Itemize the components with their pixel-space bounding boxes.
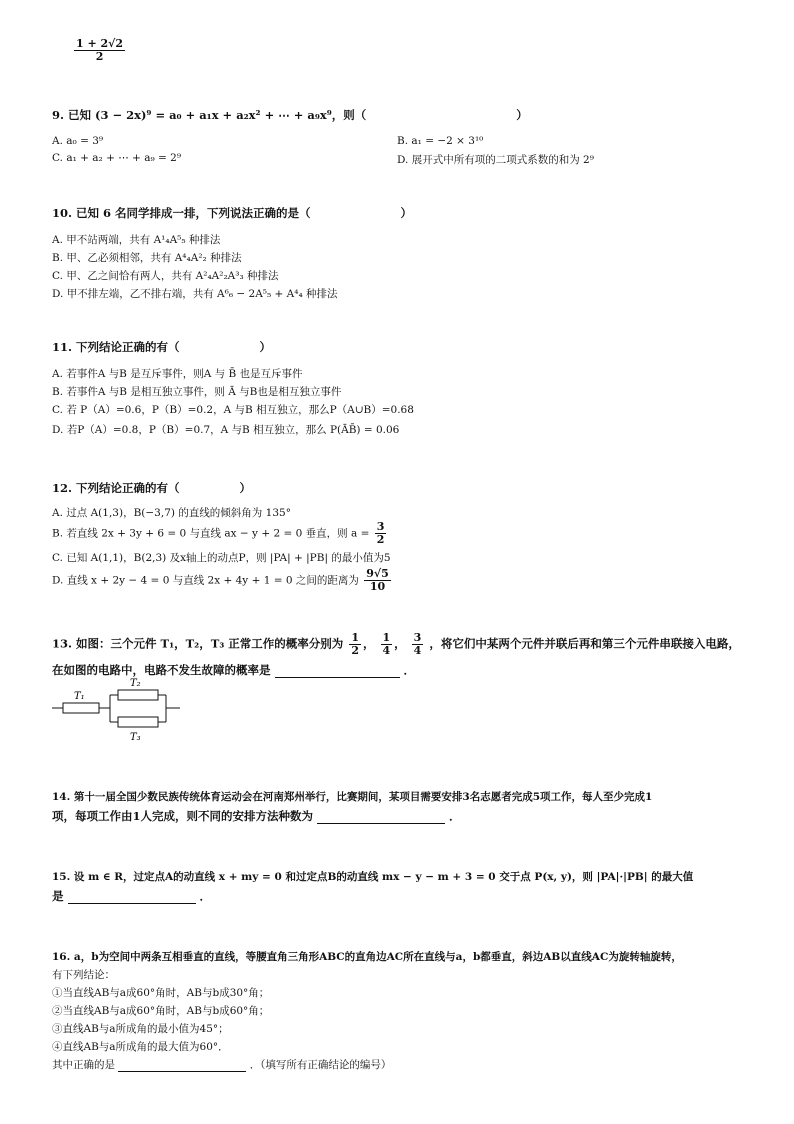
q13-line1: 13. 如图：三个元件 T₁，T₂，T₃ 正常工作的概率分别为 $\frac{1}{2}$ ， $\frac{1}{4}$ ， $\frac{3}{4}$ ，将它们中某两个元件并联后再和第三个元件串联接入电路， [52, 631, 740, 658]
q14-line2-text: 项，每项工作由1人完成，则不同的安排方法种数为 [52, 809, 313, 823]
label-t1: T₁ [74, 691, 85, 702]
circuit-element-t2 [118, 690, 158, 700]
q11-stem-text: 11. 下列结论正确的有（ [52, 340, 180, 354]
q16-conclusion-1: ①当直线AB与a成60°角时，AB与b成30°角； [52, 987, 270, 999]
q11-close: ） [259, 340, 272, 354]
q12-stem-text: 12. 下列结论正确的有（ [52, 481, 180, 495]
q9-stem [52, 107, 528, 123]
q16-conclusion-4: ④直线AB与a所成角的最大值为60°． [52, 1041, 229, 1053]
q13-stem-post: ，将它们中某两个元件并联后再和第三个元件串联接入电路， [429, 636, 740, 651]
q13-p2-num: 1 [382, 631, 391, 644]
q12-option-a: A. 过点 A(1,3)，B(−3,7) 的直线的倾斜角为 135° [52, 507, 291, 519]
q11-stem [52, 339, 271, 355]
q13-answer-blank[interactable] [275, 665, 400, 678]
q16-tail-pre: 其中正确的是 [52, 1059, 115, 1071]
q12-option-d-text: D. 直线 x + 2y − 4 = 0 与直线 2x + 4y + 1 = 0 之间的距离为 [52, 574, 359, 587]
q11-option-c: C. 若 P（A）=0.6，P（B）=0.2，A 与B 相互独立，那么P（A∪B）=0.68 [52, 404, 414, 416]
circuit-element-t1 [63, 703, 99, 713]
label-t3: T₃ [130, 732, 141, 743]
circuit-diagram [52, 676, 192, 744]
q9-option-c: C. a₁ + a₂ + ⋯ + a₉ = 2⁹ [52, 152, 182, 164]
q12-d-den: 10 [369, 580, 386, 594]
q12-stem [52, 480, 251, 496]
q13-line2-text: 在如图的电路中，电路不发生故障的概率是 [52, 663, 271, 677]
q13-stem-pre: 13. 如图：三个元件 T₁，T₂，T₃ 正常工作的概率分别为 [52, 636, 344, 651]
q13-p1-num: 1 [351, 631, 359, 644]
q10-close: ） [400, 206, 413, 220]
q15-end: ． [199, 889, 212, 903]
q16-answer-blank[interactable] [118, 1059, 246, 1072]
q9-option-b: B. a₁ = −2 × 3¹⁰ [397, 135, 484, 147]
q16-conclusion-3: ③直线AB与a所成角的最小值为45°； [52, 1023, 229, 1035]
q13-p3-num: 3 [413, 631, 422, 644]
q11-option-d: D. 若P（A）=0.8，P（B）=0.7，A 与B 相互独立，那么 P(ĀB̄) = 0.06 [52, 424, 400, 436]
q11-option-b: B. 若事件A 与B 是相互独立事件，则 Ā 与B也是相互独立事件 [52, 386, 342, 398]
top-answer-fraction [72, 38, 127, 63]
q14-line2 [52, 808, 461, 824]
q10-option-b: B. 甲、乙必须相邻，共有 A⁴₄A²₂ 种排法 [52, 252, 242, 264]
q14-answer-blank[interactable] [317, 811, 445, 824]
q9-option-a: A. a₀ = 3⁹ [52, 135, 104, 147]
q10-stem-text: 10. 已知 6 名同学排成一排，下列说法正确的是（ [52, 206, 311, 220]
q10-option-d: D. 甲不排左端，乙不排右端，共有 A⁶₆ − 2A⁵₅ + A⁴₄ 种排法 [52, 288, 338, 300]
q16-tail [52, 1057, 391, 1072]
q9-stem-text: 9. 已知 (3 − 2x)⁹ = a₀ + a₁x + a₂x² + ⋯ + a₉x⁹，则（ [52, 108, 367, 122]
q16-conclusion-2: ②当直线AB与a成60°角时，AB与b成60°角； [52, 1005, 270, 1017]
q11-option-a: A. 若事件A 与B 是互斥事件，则A 与 B̄ 也是互斥事件 [52, 368, 303, 380]
q15-answer-blank[interactable] [68, 891, 196, 904]
q14-line1: 14. 第十一届全国少数民族传统体育运动会在河南郑州举行，比赛期间，某项目需要安排3名志愿者完成5项工作，每人至少完成1 [52, 791, 653, 803]
q16-tail-post: ．（填写所有正确结论的编号） [249, 1059, 392, 1071]
q13-p2-den: 4 [382, 644, 391, 658]
q12-option-b [52, 521, 388, 546]
circuit-element-t3 [118, 717, 158, 727]
q13-p1-den: 2 [351, 644, 359, 658]
q14-end: ． [449, 809, 461, 823]
q12-close: ） [239, 481, 252, 495]
q13-p3-den: 4 [413, 644, 422, 658]
label-t2: T₂ [130, 678, 141, 689]
q16-line1: 16. a，b为空间中两条互相垂直的直线，等腰直角三角形ABC的直角边AC所在直线与a，b都垂直，斜边AB以直线AC为旋转轴旋转， [52, 951, 682, 963]
q12-d-num: 9√5 [366, 567, 389, 580]
q13-end: ． [403, 663, 416, 677]
q12-option-d [52, 568, 393, 593]
top-answer-numerator: 1 + 2√2 [76, 37, 124, 50]
q15-line1: 15. 设 m ∈ R，过定点A的动直线 x + my = 0 和过定点B的动直线 mx − y − m + 3 = 0 交于点 P(x, y)，则 |PA|·|PB| 的最大值 [52, 871, 694, 883]
q10-option-c: C. 甲、乙之间恰有两人，共有 A²₄A²₂A³₃ 种排法 [52, 270, 279, 282]
q9-close: ） [516, 108, 528, 122]
q12-b-den: 2 [376, 533, 385, 547]
q15-line2 [52, 888, 211, 904]
q12-option-c: C. 已知 A(1,1)，B(2,3) 及x轴上的动点P，则 |PA| + |PB| 的最小值为5 [52, 552, 391, 564]
q16-line2: 有下列结论： [52, 969, 115, 981]
q12-b-num: 3 [376, 520, 385, 533]
q10-option-a: A. 甲不站两端，共有 A¹₄A⁵₅ 种排法 [52, 234, 221, 246]
q10-stem [52, 205, 412, 221]
top-answer-denominator: 2 [95, 50, 104, 64]
q12-option-b-text: B. 若直线 2x + 3y + 6 = 0 与直线 ax − y + 2 = 0 垂直，则 a = [52, 527, 370, 540]
q15-line2-text: 是 [52, 889, 64, 903]
q9-option-d: D. 展开式中所有项的二项式系数的和为 2⁹ [397, 154, 594, 166]
